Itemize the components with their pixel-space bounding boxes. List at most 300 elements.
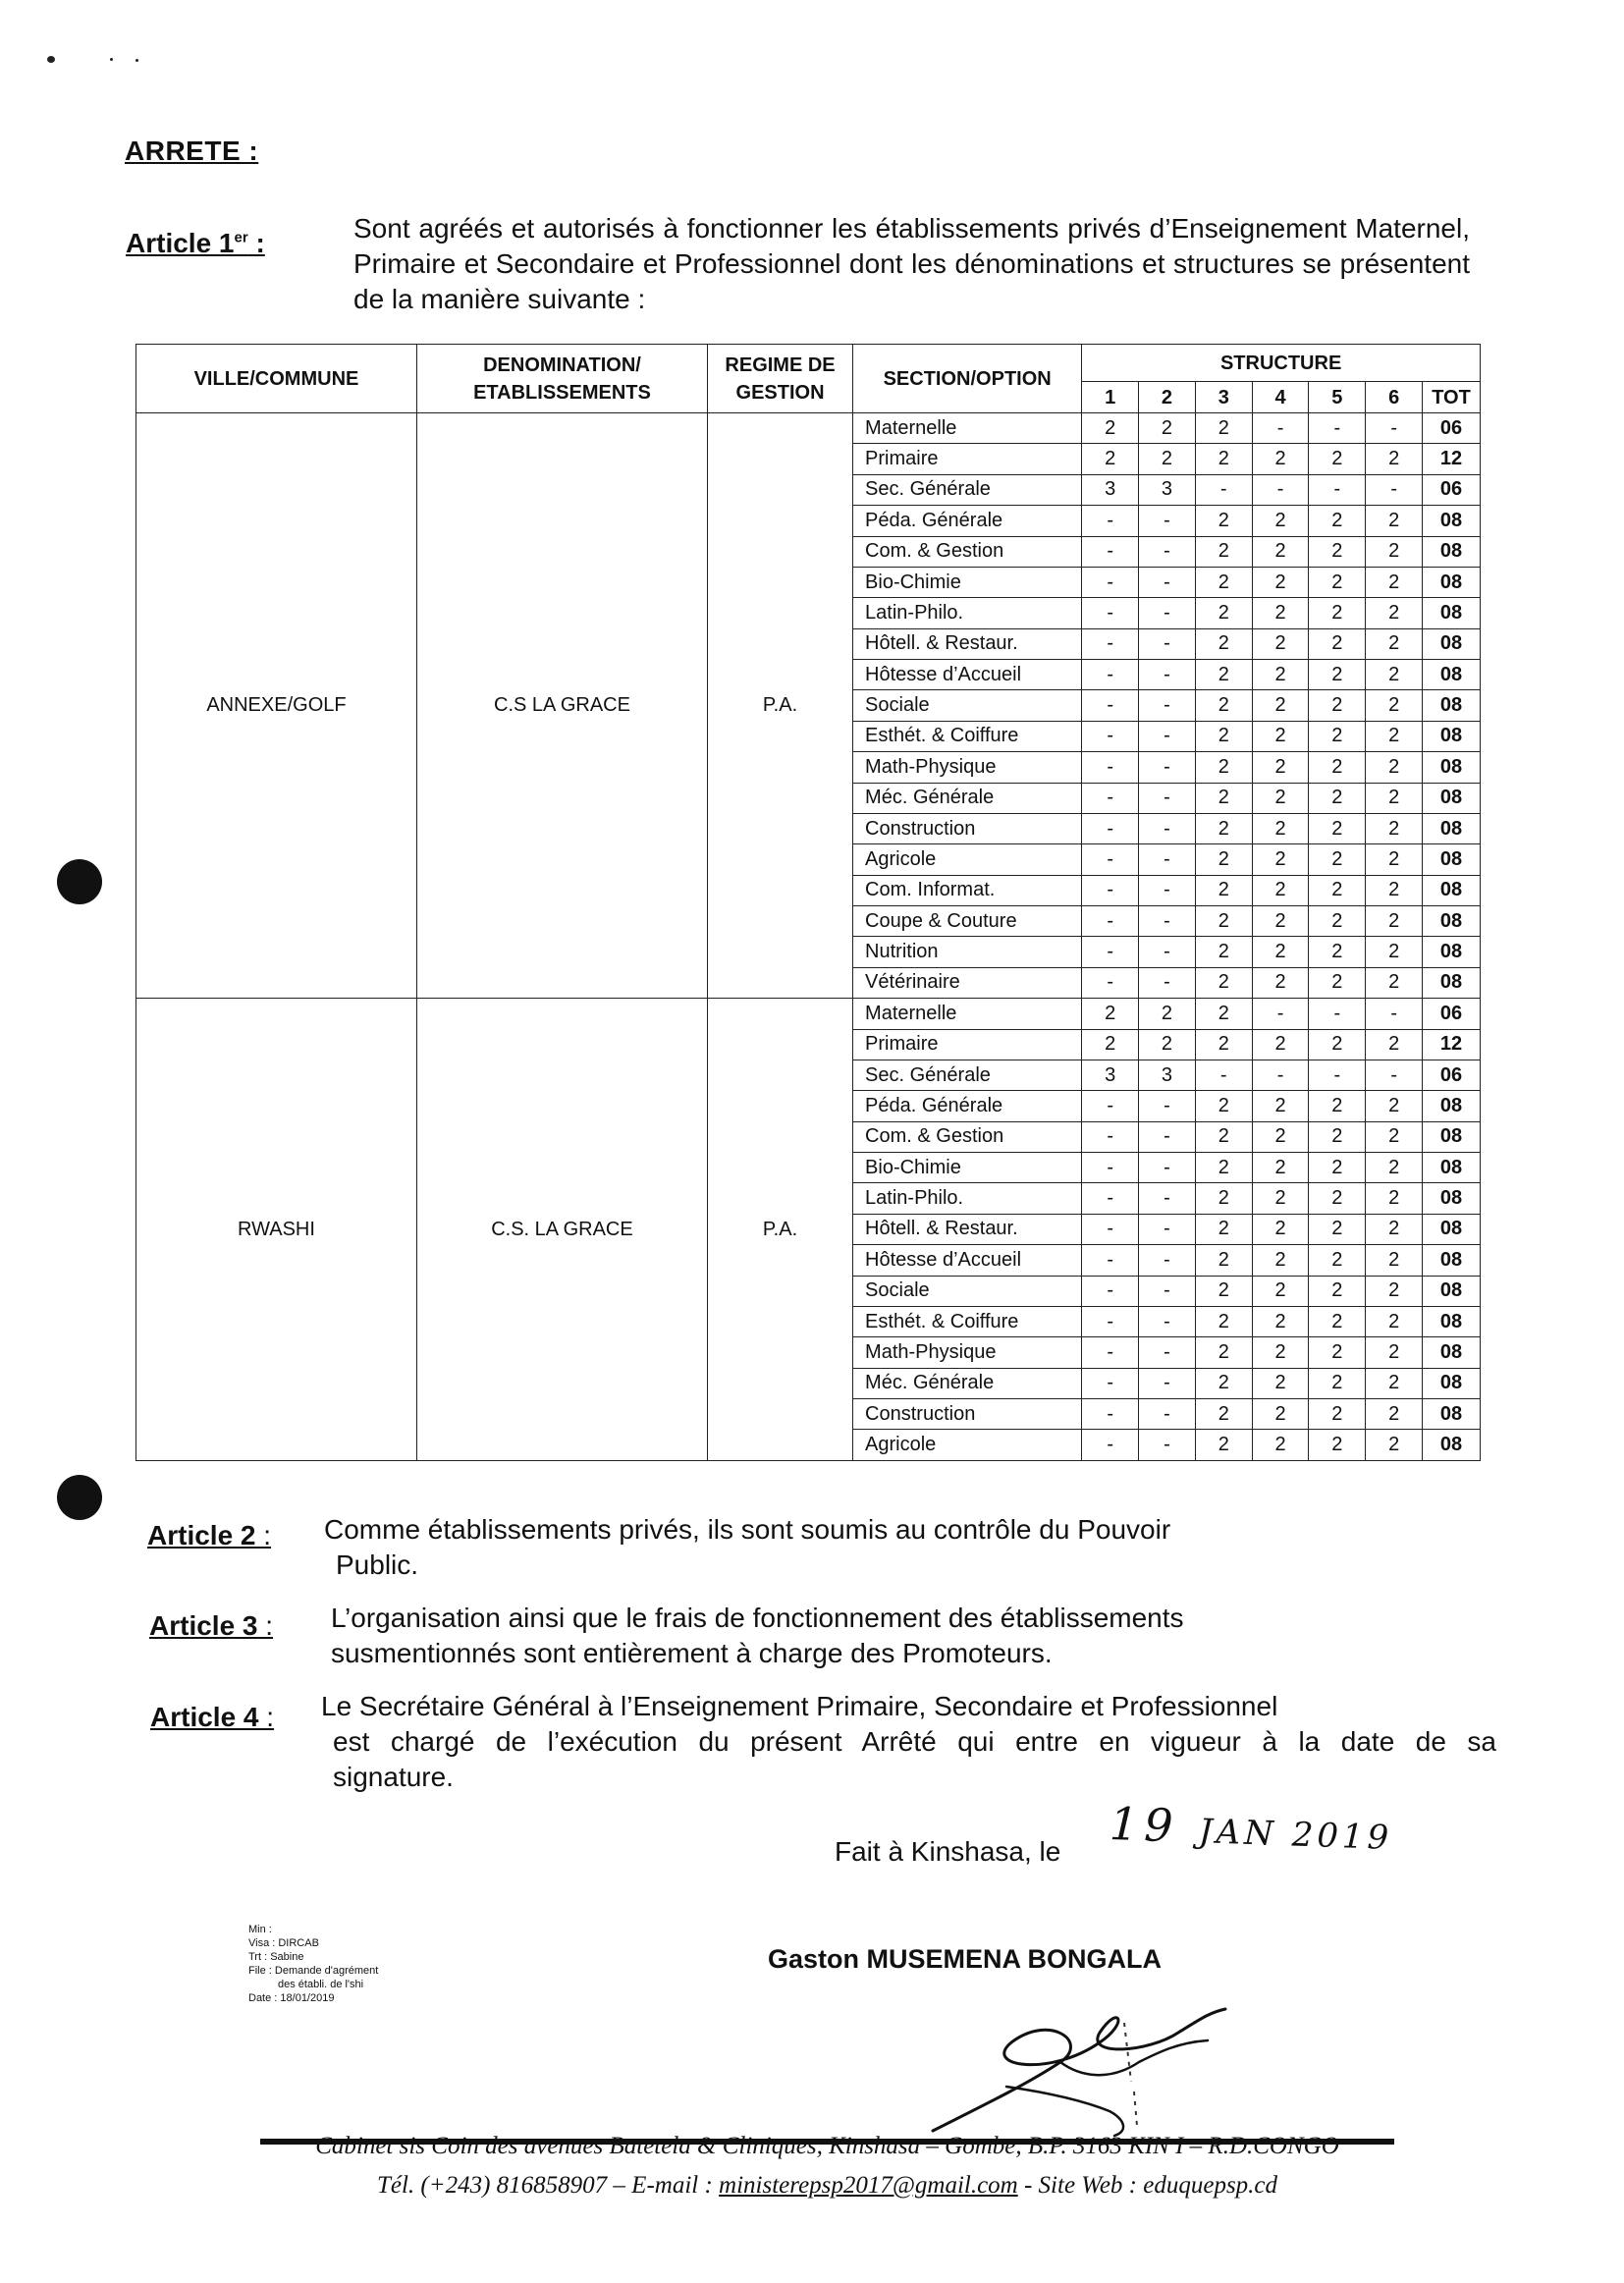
level-6-cell: 2 — [1366, 875, 1423, 905]
level-2-cell: - — [1139, 1399, 1196, 1430]
level-5-cell: 2 — [1309, 937, 1366, 967]
article-1-text: Sont agréés et autorisés à fonctionner les établissements privés d’Enseignement Maternel, Primaire et Secondaire et Professionnel dont les dénominations et structures se présentent de la manière suivante : — [353, 213, 1470, 314]
section-cell: Latin-Philo. — [853, 1183, 1082, 1214]
level-4-cell: 2 — [1252, 1337, 1309, 1368]
article-4-line-2: est chargé de l’exécution du présent Arrêté qui entre en vigueur à la date de sa — [333, 1726, 1496, 1757]
level-6-cell: 2 — [1366, 690, 1423, 721]
level-6-cell: 2 — [1366, 1091, 1423, 1121]
section-cell: Méc. Générale — [853, 1368, 1082, 1398]
ville-cell: ANNEXE/GOLF — [136, 413, 417, 999]
total-cell: 08 — [1423, 844, 1481, 875]
level-1-cell: - — [1082, 721, 1139, 751]
level-1-cell: - — [1082, 1276, 1139, 1306]
level-6-cell: 2 — [1366, 1153, 1423, 1183]
level-6-cell: 2 — [1366, 752, 1423, 783]
total-cell: 08 — [1423, 628, 1481, 659]
level-3-cell: 2 — [1195, 1306, 1252, 1336]
handwritten-date — [1109, 1797, 1393, 1860]
level-3-cell: 2 — [1195, 444, 1252, 474]
level-2-cell: - — [1139, 1368, 1196, 1398]
level-4-cell: 2 — [1252, 444, 1309, 474]
level-2-cell: - — [1139, 906, 1196, 937]
level-1-cell: - — [1082, 783, 1139, 813]
level-5-cell: 2 — [1309, 721, 1366, 751]
level-6-cell: - — [1366, 1060, 1423, 1090]
level-5-cell: 2 — [1309, 967, 1366, 998]
level-2-cell: - — [1139, 1153, 1196, 1183]
level-2-cell: - — [1139, 967, 1196, 998]
level-6-cell: 2 — [1366, 721, 1423, 751]
section-cell: Bio-Chimie — [853, 567, 1082, 597]
footer-email[interactable]: ministerepsp2017@gmail.com — [719, 2172, 1018, 2199]
level-6-cell: 2 — [1366, 1337, 1423, 1368]
level-2-cell: - — [1139, 660, 1196, 690]
level-5-cell: 2 — [1309, 1368, 1366, 1398]
total-cell: 06 — [1423, 1060, 1481, 1090]
level-2-cell: - — [1139, 598, 1196, 628]
level-5-cell: 2 — [1309, 875, 1366, 905]
scan-speck — [110, 58, 113, 61]
filing-metadata — [248, 1923, 378, 2005]
total-cell: 08 — [1423, 1399, 1481, 1430]
section-cell: Sec. Générale — [853, 1060, 1082, 1090]
level-5-cell: 2 — [1309, 1276, 1366, 1306]
establishments-table — [135, 344, 1481, 1461]
level-5-cell: 2 — [1309, 628, 1366, 659]
section-cell: Math-Physique — [853, 1337, 1082, 1368]
level-1-cell: 2 — [1082, 444, 1139, 474]
level-6-cell: 2 — [1366, 567, 1423, 597]
level-4-cell: 2 — [1252, 598, 1309, 628]
level-2-cell: - — [1139, 721, 1196, 751]
level-2-cell: - — [1139, 506, 1196, 536]
level-5-cell: 2 — [1309, 444, 1366, 474]
total-cell: 12 — [1423, 444, 1481, 474]
level-1-cell: - — [1082, 813, 1139, 843]
denomination-cell: C.S. LA GRACE — [416, 999, 707, 1461]
section-cell: Agricole — [853, 1430, 1082, 1461]
level-3-cell: 2 — [1195, 506, 1252, 536]
section-cell: Sociale — [853, 1276, 1082, 1306]
level-6-cell: - — [1366, 413, 1423, 444]
level-1-cell: 2 — [1082, 413, 1139, 444]
level-3-cell: 2 — [1195, 937, 1252, 967]
level-6-cell: 2 — [1366, 1029, 1423, 1060]
level-6-cell: 2 — [1366, 844, 1423, 875]
level-1-cell: - — [1082, 1121, 1139, 1152]
level-3-cell: 2 — [1195, 813, 1252, 843]
total-cell: 06 — [1423, 413, 1481, 444]
total-cell: 08 — [1423, 937, 1481, 967]
article-4-text — [321, 1689, 1499, 1795]
article-4-line-3: signature. — [333, 1762, 454, 1792]
section-cell: Coupe & Couture — [853, 906, 1082, 937]
article-2-text — [324, 1512, 1306, 1583]
level-3-cell: 2 — [1195, 1430, 1252, 1461]
total-cell: 08 — [1423, 813, 1481, 843]
level-1-cell: - — [1082, 844, 1139, 875]
level-3-cell: 2 — [1195, 1029, 1252, 1060]
article-3-label: Article 3 : — [149, 1610, 274, 1641]
header-level-5: 5 — [1309, 382, 1366, 413]
section-cell: Math-Physique — [853, 752, 1082, 783]
level-1-cell: - — [1082, 1153, 1139, 1183]
section-cell: Maternelle — [853, 999, 1082, 1029]
level-1-cell: - — [1082, 967, 1139, 998]
level-2-cell: - — [1139, 783, 1196, 813]
meta-min: Min : — [248, 1924, 272, 1935]
total-cell: 08 — [1423, 1091, 1481, 1121]
level-3-cell: - — [1195, 474, 1252, 505]
level-5-cell: 2 — [1309, 1245, 1366, 1276]
article-3-text — [331, 1601, 1313, 1671]
header-tot: TOT — [1423, 382, 1481, 413]
header-regime: REGIME DE GESTION — [708, 345, 853, 413]
level-6-cell: - — [1366, 999, 1423, 1029]
level-5-cell: 2 — [1309, 1430, 1366, 1461]
level-3-cell: 2 — [1195, 1337, 1252, 1368]
level-2-cell: - — [1139, 813, 1196, 843]
level-4-cell: 2 — [1252, 1214, 1309, 1244]
total-cell: 08 — [1423, 1153, 1481, 1183]
section-cell: Bio-Chimie — [853, 1153, 1082, 1183]
level-5-cell: - — [1309, 474, 1366, 505]
level-3-cell: 2 — [1195, 1121, 1252, 1152]
level-1-cell: - — [1082, 752, 1139, 783]
level-4-cell: 2 — [1252, 1430, 1309, 1461]
section-cell: Hôtell. & Restaur. — [853, 1214, 1082, 1244]
section-cell: Com. & Gestion — [853, 1121, 1082, 1152]
level-3-cell: 2 — [1195, 1245, 1252, 1276]
section-cell: Primaire — [853, 444, 1082, 474]
level-4-cell: 2 — [1252, 1306, 1309, 1336]
article-2-line-1: Comme établissements privés, ils sont soumis au contrôle du Pouvoir — [324, 1514, 1171, 1545]
total-cell: 08 — [1423, 1276, 1481, 1306]
level-1-cell: - — [1082, 1183, 1139, 1214]
total-cell: 08 — [1423, 506, 1481, 536]
article-4-label: Article 4 : — [150, 1702, 275, 1732]
total-cell: 08 — [1423, 906, 1481, 937]
level-5-cell: - — [1309, 999, 1366, 1029]
level-4-cell: - — [1252, 474, 1309, 505]
header-level-6: 6 — [1366, 382, 1423, 413]
level-4-cell: 2 — [1252, 844, 1309, 875]
level-2-cell: - — [1139, 752, 1196, 783]
header-structure: STRUCTURE — [1082, 345, 1481, 382]
section-cell: Latin-Philo. — [853, 598, 1082, 628]
level-5-cell: 2 — [1309, 906, 1366, 937]
meta-file: File : Demande d'agrément — [248, 1965, 379, 1977]
level-3-cell: 2 — [1195, 660, 1252, 690]
level-4-cell: 2 — [1252, 721, 1309, 751]
header-level-4: 4 — [1252, 382, 1309, 413]
level-3-cell: 2 — [1195, 967, 1252, 998]
signer-name: Gaston MUSEMENA BONGALA — [768, 1944, 1163, 1974]
level-3-cell: 2 — [1195, 1399, 1252, 1430]
level-1-cell: - — [1082, 1091, 1139, 1121]
level-6-cell: 2 — [1366, 1399, 1423, 1430]
level-3-cell: 2 — [1195, 1091, 1252, 1121]
level-4-cell: 2 — [1252, 1091, 1309, 1121]
level-4-cell: 2 — [1252, 1276, 1309, 1306]
level-2-cell: - — [1139, 1276, 1196, 1306]
level-1-cell: - — [1082, 1399, 1139, 1430]
level-6-cell: 2 — [1366, 444, 1423, 474]
level-6-cell: 2 — [1366, 813, 1423, 843]
place-text: Fait à Kinshasa, le — [835, 1836, 1061, 1867]
level-1-cell: - — [1082, 567, 1139, 597]
level-5-cell: 2 — [1309, 1183, 1366, 1214]
level-6-cell: 2 — [1366, 660, 1423, 690]
total-cell: 08 — [1423, 721, 1481, 751]
level-1-cell: - — [1082, 506, 1139, 536]
footer-site: - Site Web : eduquepsp.cd — [1023, 2172, 1278, 2199]
section-cell: Hôtell. & Restaur. — [853, 628, 1082, 659]
level-4-cell: 2 — [1252, 1245, 1309, 1276]
level-6-cell: 2 — [1366, 783, 1423, 813]
level-5-cell: 2 — [1309, 598, 1366, 628]
level-1-cell: - — [1082, 875, 1139, 905]
level-4-cell: 2 — [1252, 875, 1309, 905]
article-3-line-1: L’organisation ainsi que le frais de fonctionnement des établissements — [331, 1603, 1184, 1633]
section-cell: Péda. Générale — [853, 1091, 1082, 1121]
level-4-cell: 2 — [1252, 536, 1309, 567]
total-cell: 08 — [1423, 1430, 1481, 1461]
total-cell: 08 — [1423, 1337, 1481, 1368]
level-1-cell: - — [1082, 1306, 1139, 1336]
level-6-cell: 2 — [1366, 1245, 1423, 1276]
level-6-cell: 2 — [1366, 1306, 1423, 1336]
section-cell: Construction — [853, 813, 1082, 843]
level-3-cell: 2 — [1195, 690, 1252, 721]
level-5-cell: 2 — [1309, 813, 1366, 843]
total-cell: 08 — [1423, 1183, 1481, 1214]
table-row — [136, 999, 1481, 1029]
section-cell: Méc. Générale — [853, 783, 1082, 813]
level-3-cell: 2 — [1195, 628, 1252, 659]
header-ville: VILLE/COMMUNE — [136, 345, 417, 413]
level-3-cell: 2 — [1195, 1183, 1252, 1214]
footer-contact — [260, 2172, 1394, 2200]
denomination-cell: C.S LA GRACE — [416, 413, 707, 999]
level-5-cell: 2 — [1309, 783, 1366, 813]
level-5-cell: 2 — [1309, 1121, 1366, 1152]
level-3-cell: 2 — [1195, 783, 1252, 813]
total-cell: 08 — [1423, 1245, 1481, 1276]
level-3-cell: 2 — [1195, 721, 1252, 751]
ville-cell: RWASHI — [136, 999, 417, 1461]
level-2-cell: - — [1139, 1121, 1196, 1152]
level-6-cell: 2 — [1366, 506, 1423, 536]
level-5-cell: 2 — [1309, 660, 1366, 690]
scan-speck — [47, 56, 55, 63]
section-cell: Esthét. & Coiffure — [853, 721, 1082, 751]
section-cell: Hôtesse d’Accueil — [853, 1245, 1082, 1276]
level-4-cell: 2 — [1252, 906, 1309, 937]
decree-heading: ARRETE : — [125, 136, 259, 166]
scan-speck — [135, 59, 138, 62]
section-cell: Vétérinaire — [853, 967, 1082, 998]
article-3-line-2: susmentionnés sont entièrement à charge des Promoteurs. — [331, 1638, 1053, 1668]
level-5-cell: 2 — [1309, 536, 1366, 567]
header-section: SECTION/OPTION — [853, 345, 1082, 413]
level-5-cell: 2 — [1309, 506, 1366, 536]
total-cell: 08 — [1423, 536, 1481, 567]
level-2-cell: - — [1139, 1306, 1196, 1336]
date-month-year: JAN 2019 — [1198, 1812, 1393, 1859]
level-3-cell: 2 — [1195, 1276, 1252, 1306]
level-6-cell: 2 — [1366, 937, 1423, 967]
total-cell: 06 — [1423, 474, 1481, 505]
total-cell: 08 — [1423, 690, 1481, 721]
level-5-cell: - — [1309, 1060, 1366, 1090]
level-6-cell: 2 — [1366, 906, 1423, 937]
section-cell: Maternelle — [853, 413, 1082, 444]
level-3-cell: 2 — [1195, 536, 1252, 567]
level-3-cell: 2 — [1195, 1153, 1252, 1183]
section-cell: Com. Informat. — [853, 875, 1082, 905]
level-4-cell: 2 — [1252, 690, 1309, 721]
section-cell: Esthét. & Coiffure — [853, 1306, 1082, 1336]
level-4-cell: 2 — [1252, 1368, 1309, 1398]
level-4-cell: 2 — [1252, 967, 1309, 998]
level-2-cell: - — [1139, 1430, 1196, 1461]
level-3-cell: 2 — [1195, 875, 1252, 905]
level-1-cell: - — [1082, 1214, 1139, 1244]
level-4-cell: 2 — [1252, 1399, 1309, 1430]
section-cell: Com. & Gestion — [853, 536, 1082, 567]
level-4-cell: 2 — [1252, 567, 1309, 597]
level-5-cell: 2 — [1309, 752, 1366, 783]
level-4-cell: 2 — [1252, 1121, 1309, 1152]
meta-date: Date : 18/01/2019 — [248, 1992, 335, 2004]
level-3-cell: 2 — [1195, 999, 1252, 1029]
level-6-cell: 2 — [1366, 598, 1423, 628]
article-1-label: Article 1er : — [126, 228, 265, 258]
total-cell: 12 — [1423, 1029, 1481, 1060]
total-cell: 08 — [1423, 1121, 1481, 1152]
level-5-cell: 2 — [1309, 1337, 1366, 1368]
total-cell: 08 — [1423, 967, 1481, 998]
level-1-cell: - — [1082, 1368, 1139, 1398]
level-5-cell: 2 — [1309, 1306, 1366, 1336]
level-2-cell: 2 — [1139, 1029, 1196, 1060]
level-1-cell: 2 — [1082, 1029, 1139, 1060]
section-cell: Péda. Générale — [853, 506, 1082, 536]
level-2-cell: 2 — [1139, 444, 1196, 474]
meta-visa: Visa : DIRCAB — [248, 1937, 319, 1949]
level-3-cell: 2 — [1195, 598, 1252, 628]
level-4-cell: 2 — [1252, 660, 1309, 690]
level-3-cell: - — [1195, 1060, 1252, 1090]
level-4-cell: 2 — [1252, 1153, 1309, 1183]
header-denomination: DENOMINATION/ ETABLISSEMENTS — [416, 345, 707, 413]
level-1-cell: - — [1082, 1430, 1139, 1461]
section-cell: Sociale — [853, 690, 1082, 721]
level-2-cell: - — [1139, 628, 1196, 659]
section-cell: Hôtesse d’Accueil — [853, 660, 1082, 690]
level-2-cell: - — [1139, 844, 1196, 875]
level-6-cell: 2 — [1366, 536, 1423, 567]
level-4-cell: 2 — [1252, 506, 1309, 536]
level-4-cell: 2 — [1252, 752, 1309, 783]
punch-hole — [57, 859, 102, 904]
section-cell: Agricole — [853, 844, 1082, 875]
level-2-cell: - — [1139, 937, 1196, 967]
level-4-cell: 2 — [1252, 1029, 1309, 1060]
level-1-cell: - — [1082, 906, 1139, 937]
total-cell: 06 — [1423, 999, 1481, 1029]
level-2-cell: 2 — [1139, 413, 1196, 444]
level-2-cell: 3 — [1139, 474, 1196, 505]
section-cell: Nutrition — [853, 937, 1082, 967]
meta-file-cont: des établi. de l'shi — [278, 1979, 364, 1990]
level-5-cell: 2 — [1309, 844, 1366, 875]
level-3-cell: 2 — [1195, 906, 1252, 937]
date-day: 19 — [1109, 1796, 1180, 1853]
level-2-cell: - — [1139, 690, 1196, 721]
level-5-cell: 2 — [1309, 1399, 1366, 1430]
footer-address: Cabinet sis Coin des avenues Batetela & Cliniques, Kinshasa – Gombe, B.P. 3163 KIN I – R.D.CONGO — [315, 2133, 1339, 2159]
level-3-cell: 2 — [1195, 1214, 1252, 1244]
total-cell: 08 — [1423, 1214, 1481, 1244]
total-cell: 08 — [1423, 752, 1481, 783]
level-5-cell: 2 — [1309, 1214, 1366, 1244]
article-2-label: Article 2 : — [147, 1520, 272, 1550]
level-1-cell: - — [1082, 690, 1139, 721]
total-cell: 08 — [1423, 783, 1481, 813]
level-6-cell: 2 — [1366, 1368, 1423, 1398]
level-2-cell: 2 — [1139, 999, 1196, 1029]
level-2-cell: - — [1139, 1091, 1196, 1121]
footer-tel: Tél. (+243) 816858907 – E-mail : — [376, 2172, 713, 2199]
header-level-1: 1 — [1082, 382, 1139, 413]
level-6-cell: - — [1366, 474, 1423, 505]
level-1-cell: - — [1082, 1245, 1139, 1276]
level-6-cell: 2 — [1366, 1214, 1423, 1244]
level-4-cell: 2 — [1252, 1183, 1309, 1214]
article-2-label-text: Article 2 — [147, 1520, 256, 1550]
level-3-cell: 2 — [1195, 413, 1252, 444]
table-row — [136, 413, 1481, 444]
level-2-cell: 3 — [1139, 1060, 1196, 1090]
level-1-cell: - — [1082, 937, 1139, 967]
level-1-cell: - — [1082, 1337, 1139, 1368]
level-5-cell: 2 — [1309, 567, 1366, 597]
total-cell: 08 — [1423, 660, 1481, 690]
level-5-cell: - — [1309, 413, 1366, 444]
level-3-cell: 2 — [1195, 567, 1252, 597]
level-1-cell: - — [1082, 536, 1139, 567]
level-4-cell: - — [1252, 1060, 1309, 1090]
regime-cell: P.A. — [708, 413, 853, 999]
handwritten-signature — [913, 1984, 1247, 2141]
article-4-label-text: Article 4 — [150, 1702, 259, 1732]
level-6-cell: 2 — [1366, 967, 1423, 998]
meta-trt: Trt : Sabine — [248, 1951, 304, 1963]
level-4-cell: - — [1252, 413, 1309, 444]
level-2-cell: - — [1139, 567, 1196, 597]
article-2-line-2: Public. — [336, 1549, 419, 1580]
level-6-cell: 2 — [1366, 1121, 1423, 1152]
level-4-cell: 2 — [1252, 937, 1309, 967]
level-4-cell: 2 — [1252, 783, 1309, 813]
level-6-cell: 2 — [1366, 1276, 1423, 1306]
level-5-cell: 2 — [1309, 1091, 1366, 1121]
level-3-cell: 2 — [1195, 752, 1252, 783]
total-cell: 08 — [1423, 1306, 1481, 1336]
header-level-2: 2 — [1139, 382, 1196, 413]
